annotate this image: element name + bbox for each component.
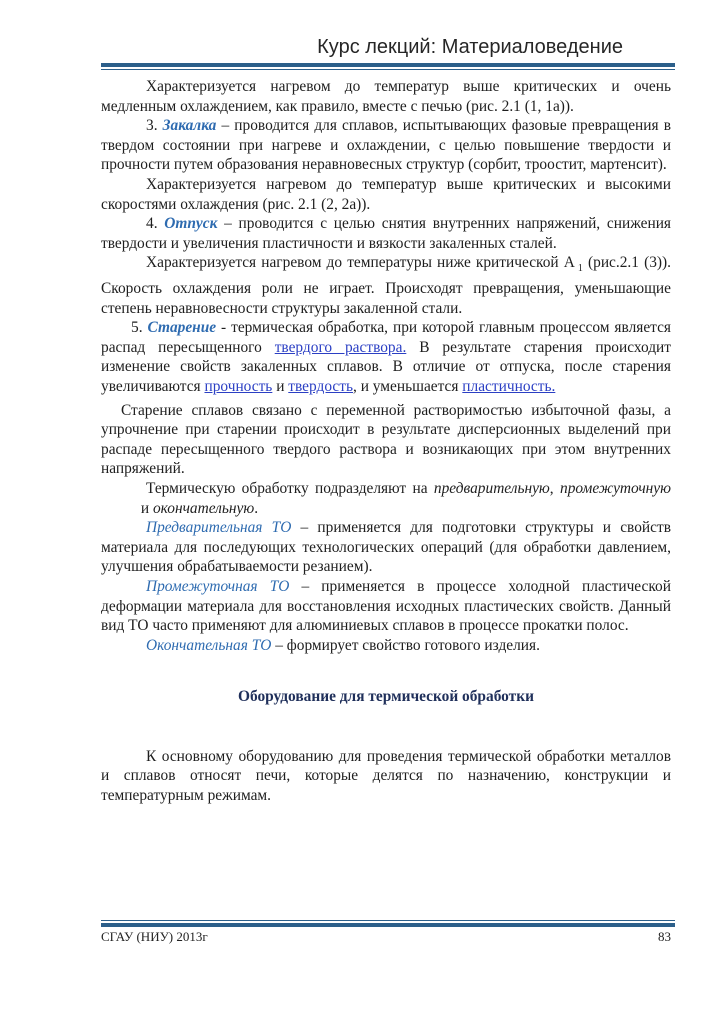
paragraph-text: и [272, 377, 289, 395]
period: . [254, 499, 259, 517]
paragraph-text: – формирует свойство готового изделия. [271, 636, 540, 654]
footer-institution: СГАУ (НИУ) 2013г [101, 929, 208, 944]
link-plasticity[interactable]: пластичность. [462, 377, 556, 395]
paragraph-text: – применяется для подготовки структуры и свойств материала для последующих технологических операций (для обработки давлением, улучшения обрабатываемости резанием). [101, 519, 671, 576]
italic-intermediate: промежуточную [560, 479, 671, 497]
paragraph-5 [101, 253, 671, 318]
paragraph-preliminary-ht [101, 518, 671, 577]
paragraph-text: Термическую обработку подразделяют на [146, 479, 434, 497]
footer-rule [101, 920, 675, 927]
separator: и [137, 499, 153, 517]
term-intermediate-ht: Промежуточная ТО [146, 577, 290, 595]
paragraph-8 [101, 479, 671, 518]
paragraph-7: Старение сплавов связано с переменной растворимостью избыточной фазы, а упрочнение при старении происходит в результате дисперсионных выделений при распаде пересыщенного твердого раствора и возникающих при этом внутренних напряжений. [101, 401, 671, 478]
term-tempering: Отпуск [164, 215, 218, 233]
paragraph-1: Характеризуется нагревом до температур выше критических и очень медленным охлаждением, как правило, вместе с печью (рис. 2.1 (1, 1а)). [101, 78, 671, 115]
item-number: 3. [146, 117, 163, 135]
item-number: 4. [146, 215, 165, 233]
paragraph-12: К основному оборудованию для проведения термической обработки металлов и сплавов относят печи, которые делятся по назначению, конструкции и температурным режимам. [101, 747, 671, 805]
paragraph-text: – проводится с целью снятия внутренних напряжений, снижения твердости и увеличения пластичности и вязкости закаленных сталей. [101, 215, 672, 252]
link-solid-solution[interactable]: твердого раствора. [274, 338, 407, 356]
paragraph-text: - термическая обработка, при которой главным процессом является распад пересыщенного [101, 319, 671, 356]
section-heading: Оборудование для термической обработки [238, 688, 534, 706]
paragraph-text: В результате старения происходит изменение свойств закаленных сплавов. В отличие от отпуска, после старения увеличиваются [101, 338, 672, 395]
page-content [101, 77, 671, 806]
header-rule [101, 63, 675, 70]
term-final-ht: Окончательная ТО [146, 636, 272, 654]
paragraph-quenching [101, 116, 671, 175]
term-quenching: Закалка [162, 117, 217, 135]
paragraph-final-ht [101, 636, 671, 656]
page-header-title: Курс лекций: Материаловедение [317, 36, 623, 58]
link-strength[interactable]: прочность [204, 377, 273, 395]
paragraph-text: (рис.2.1 (3)). Скорость охлаждения роли не играет. Происходят превращения, уменьшающие степень неравновесности структуры закаленной стали. [101, 254, 671, 317]
paragraph-text: , и уменьшается [353, 377, 463, 395]
paragraph-tempering [101, 214, 671, 253]
item-number: 5. [131, 319, 148, 337]
italic-preliminary: предварительную [433, 479, 550, 497]
paragraph-intermediate-ht [101, 577, 671, 636]
link-hardness[interactable]: твердость [288, 377, 353, 395]
italic-final: окончательную [152, 499, 255, 517]
paragraph-text: Характеризуется нагревом до температуры ниже критической А [146, 254, 575, 272]
subscript: 1 [577, 263, 583, 275]
paragraph-aging [101, 318, 671, 396]
paragraph-text: – проводится для сплавов, испытывающих фазовые превращения в твердом состоянии при нагреве и охлаждении, с целью повышение твердости и прочности путем образования неравновесных структур (сорбит, троостит, мартенсит). [101, 117, 671, 174]
paragraph-text: – применяется в процессе холодной пластической деформации материала для восстановления исходных пластических свойств. Данный вид ТО часто применяют для алюминиевых сплавов в процессе прокатки полос. [101, 577, 671, 635]
term-aging: Старение [147, 319, 217, 337]
term-preliminary-ht: Предварительная ТО [146, 519, 292, 537]
separator: , [549, 479, 560, 497]
paragraph-3: Характеризуется нагревом до температур выше критических и высокими скоростями охлаждения (рис. 2.1 (2, 2а)). [101, 175, 671, 213]
page-number: 83 [658, 929, 671, 944]
